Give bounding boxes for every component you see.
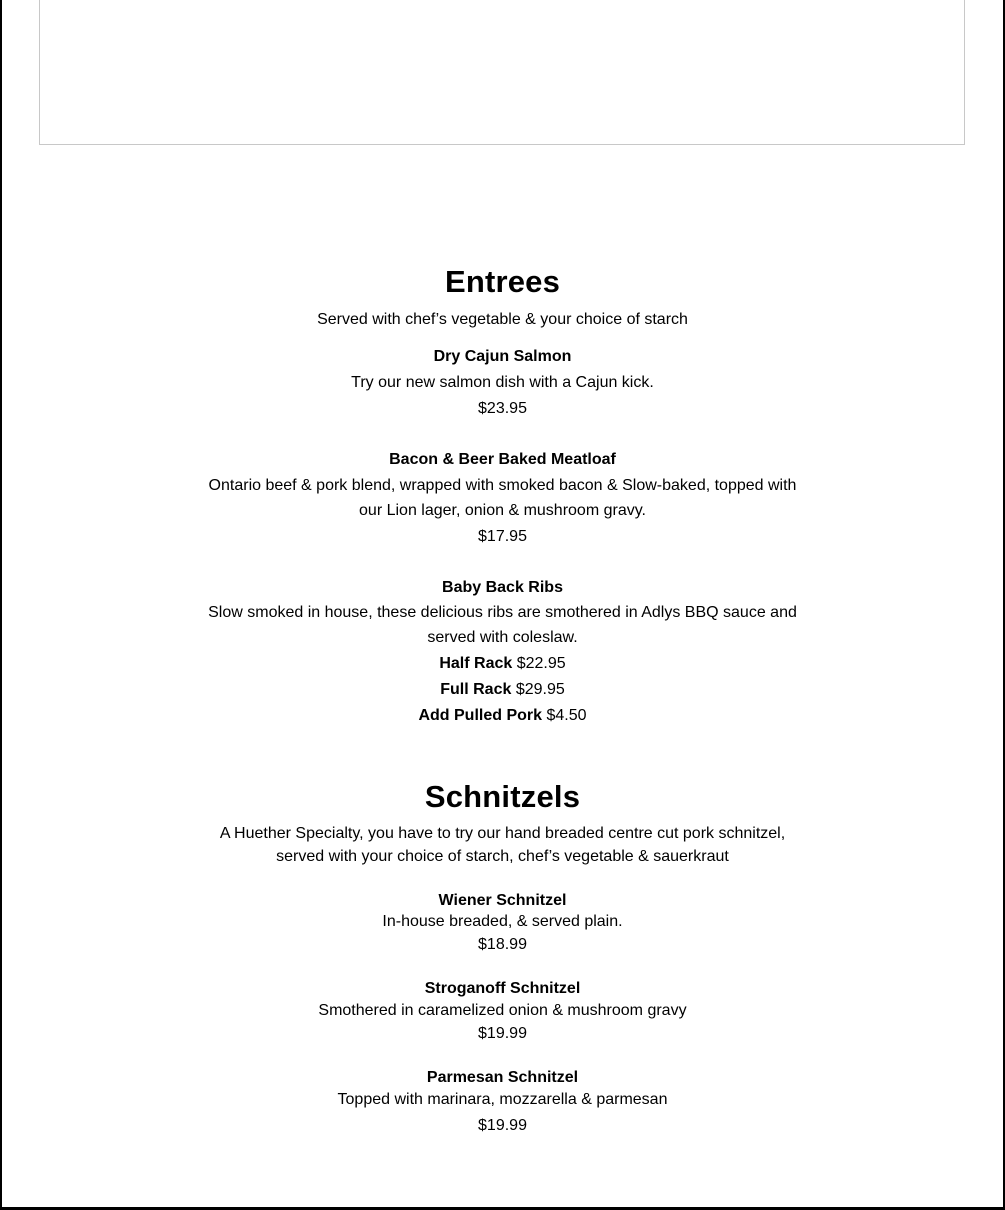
- menu-item-price: $18.99: [478, 936, 527, 953]
- schnitzels-intro: served with your choice of starch, chef’s vegetable & sauerkraut: [276, 848, 729, 865]
- menu-item-name: Wiener Schnitzel: [438, 892, 567, 909]
- menu-item-option: [0, 654, 1005, 674]
- menu-item-description: Slow smoked in house, these delicious ribs are smothered in Adlys BBQ sauce and: [208, 604, 797, 621]
- option-label: Add Pulled Pork: [418, 707, 543, 724]
- entrees-heading: Entrees: [444, 264, 561, 299]
- menu-item-description: Try our new salmon dish with a Cajun kick.: [351, 374, 654, 391]
- menu-item-description: Topped with marinara, mozzarella & parmesan: [337, 1091, 668, 1108]
- menu-item-description: In-house breaded, & served plain.: [382, 913, 623, 930]
- menu-item-description: Smothered in caramelized onion & mushroom gravy: [318, 1002, 687, 1019]
- menu-item-option: [0, 706, 1005, 726]
- menu-item-name: Baby Back Ribs: [442, 579, 563, 596]
- menu-item-description: our Lion lager, onion & mushroom gravy.: [359, 502, 646, 519]
- menu-item-description: Ontario beef & pork blend, wrapped with smoked bacon & Slow-baked, topped with: [208, 477, 797, 494]
- menu-item-price: $19.99: [478, 1025, 527, 1042]
- menu-item-name: Stroganoff Schnitzel: [424, 980, 581, 997]
- option-price: $29.95: [515, 681, 565, 698]
- schnitzels-intro: A Huether Specialty, you have to try our hand breaded centre cut pork schnitzel,: [219, 825, 786, 842]
- menu-item-name: Dry Cajun Salmon: [433, 348, 572, 365]
- menu-item-price: $17.95: [478, 528, 527, 545]
- schnitzels-heading: Schnitzels: [424, 779, 581, 814]
- menu-item-name: Bacon & Beer Baked Meatloaf: [389, 451, 616, 468]
- header-image-frame: [39, 0, 965, 145]
- option-label: Half Rack: [439, 655, 513, 672]
- option-price: $22.95: [516, 655, 566, 672]
- menu-item-name: Parmesan Schnitzel: [426, 1069, 579, 1086]
- menu-item-price: $23.95: [478, 400, 527, 417]
- menu-item-option: [0, 680, 1005, 700]
- option-price: $4.50: [546, 707, 587, 724]
- menu-item-description: served with coleslaw.: [427, 629, 578, 646]
- menu-item-price: $19.99: [478, 1117, 527, 1134]
- option-label: Full Rack: [440, 681, 512, 698]
- entrees-subtitle: Served with chef’s vegetable & your choice of starch: [317, 311, 688, 328]
